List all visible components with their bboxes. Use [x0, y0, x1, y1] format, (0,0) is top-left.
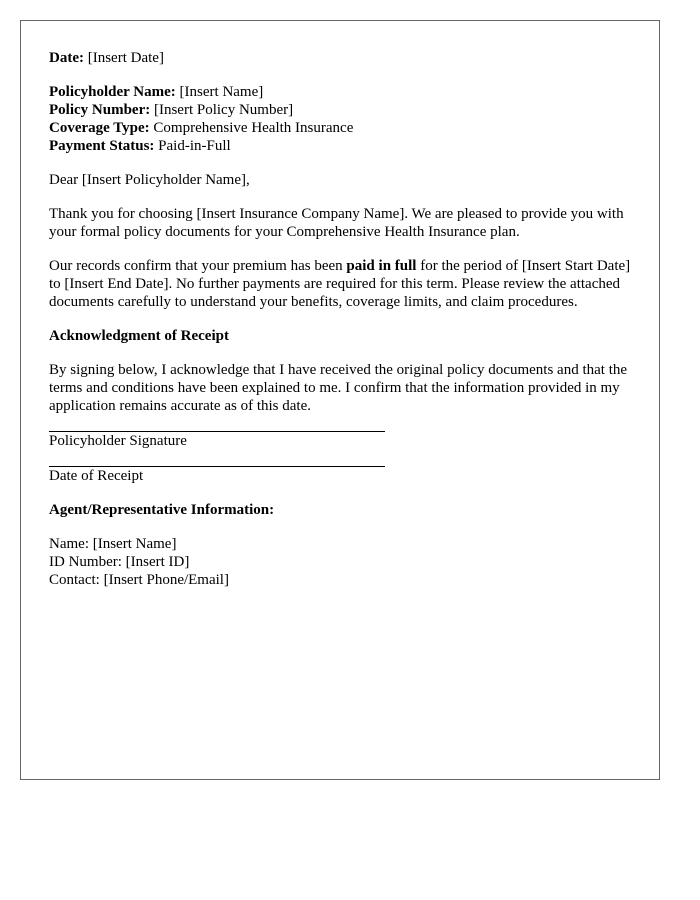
- policy-number-value: [Insert Policy Number]: [153, 102, 294, 118]
- agent-name-line: Name: [Insert Name]: [49, 536, 177, 552]
- letter-content: [49, 49, 639, 605]
- policyholder-name-value: [Insert Name]: [179, 84, 264, 100]
- coverage-type-value: Comprehensive Health Insurance: [153, 120, 354, 136]
- agent-details: [49, 535, 639, 589]
- salutation: Dear [Insert Policyholder Name],: [49, 172, 250, 188]
- acknowledgment-paragraph: By signing below, I acknowledge that I have received the original policy documents and that the terms and conditions have been explained to me. I confirm that the information provided in my application remains accurate as of this date.: [49, 362, 628, 414]
- payment-status-line: [49, 137, 639, 155]
- policy-number-line: [49, 101, 639, 119]
- agent-contact-line: Contact: [Insert Phone/Email]: [49, 572, 229, 588]
- date-label: Date:: [49, 50, 84, 66]
- agent-heading: Agent/Representative Information:: [49, 502, 275, 518]
- letter-page: [20, 20, 660, 780]
- date-value: [Insert Date]: [87, 50, 164, 66]
- paragraph-payment-confirmation: [49, 257, 639, 311]
- payment-text-after: for the period of [Insert Start Date] to [Insert End Date]. No further payments are required for this term. Please review the attached documents carefully to understand your benefits, coverage limits, and claim procedures.: [49, 258, 631, 310]
- paid-in-full-emphasis: paid in full: [346, 258, 417, 274]
- policyholder-name-line: [49, 83, 639, 101]
- payment-status-label: Payment Status:: [49, 138, 155, 154]
- coverage-type-label: Coverage Type:: [49, 120, 150, 136]
- paragraph-thank-you: Thank you for choosing [Insert Insurance Company Name]. We are pleased to provide you with your formal policy documents for your Comprehensive Health Insurance plan.: [49, 206, 624, 240]
- payment-text-before: Our records confirm that your premium has been: [49, 258, 347, 274]
- receipt-date-block: [49, 466, 639, 485]
- signature-block: [49, 431, 639, 450]
- policy-details: [49, 83, 639, 155]
- signature-label: Policyholder Signature: [49, 433, 187, 449]
- receipt-date-label: Date of Receipt: [49, 468, 144, 484]
- coverage-type-line: [49, 119, 639, 137]
- acknowledgment-heading: Acknowledgment of Receipt: [49, 328, 229, 344]
- policy-number-label: Policy Number:: [49, 102, 151, 118]
- date-line: [49, 49, 639, 67]
- payment-status-value: Paid-in-Full: [158, 138, 231, 154]
- agent-id-line: ID Number: [Insert ID]: [49, 554, 190, 570]
- policyholder-name-label: Policyholder Name:: [49, 84, 176, 100]
